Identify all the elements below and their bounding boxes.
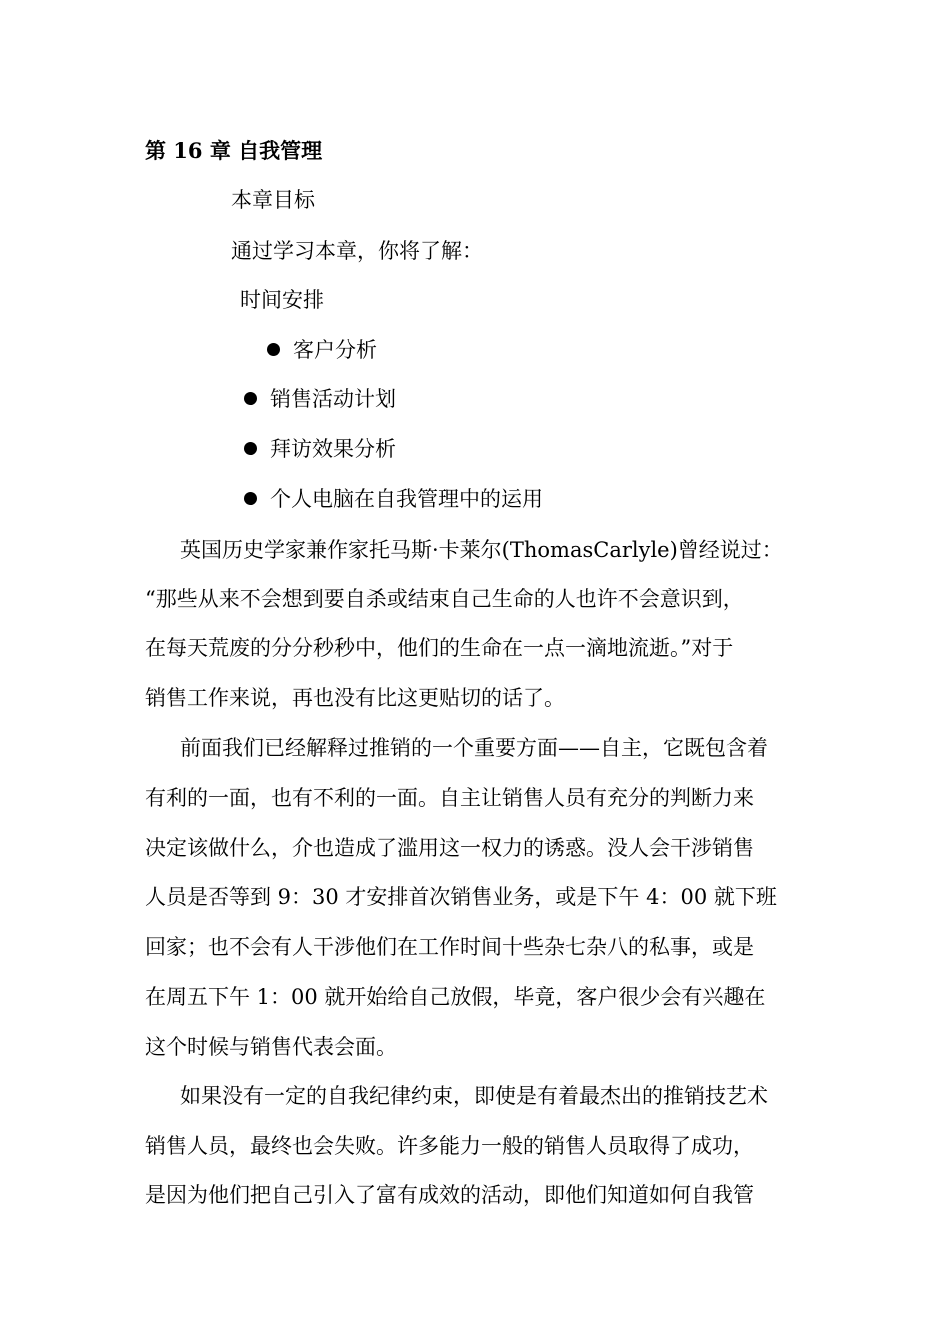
paragraph2-line: 人员是否等到 9：30 才安排首次销售业务，或是下午 4：00 就下班: [145, 885, 777, 909]
bullet-text: 客户分析: [293, 338, 377, 362]
objective-bullet-item: [244, 484, 543, 514]
bullet-dot-icon: [244, 492, 257, 505]
objective-bullet-item: [244, 384, 396, 414]
bullet-dot-icon: [267, 343, 280, 356]
objective-bullet-item: [244, 434, 396, 464]
paragraph2-line: 这个时候与销售代表会面。: [145, 1035, 397, 1059]
paragraph2-line: 回家；也不会有人干涉他们在工作时间十些杂七杂八的私事，或是: [145, 935, 754, 959]
paragraph2-line: 前面我们已经解释过推销的一个重要方面——自主，它既包含着: [180, 736, 768, 760]
paragraph2-line: 在周五下午 1：00 就开始给自己放假，毕竟，客户很少会有兴趣在: [145, 985, 766, 1009]
paragraph2-line: 有利的一面，也有不利的一面。自主让销售人员有充分的判断力来: [145, 786, 754, 810]
paragraph1-line: 在每天荒废的分分秒秒中，他们的生命在一点一滴地流逝。”对于: [145, 636, 734, 660]
bullet-dot-icon: [244, 442, 257, 455]
objectives-intro: 通过学习本章，你将了解：: [231, 239, 483, 263]
bullet-text: 拜访效果分析: [270, 437, 396, 461]
paragraph3-line: 销售人员，最终也会失败。许多能力一般的销售人员取得了成功，: [145, 1134, 754, 1158]
chapter-title: 第 16 章 自我管理: [145, 138, 323, 163]
paragraph3-line: 是因为他们把自己引入了富有成效的活动，即他们知道如何自我管: [145, 1183, 754, 1207]
paragraph2-line: 决定该做什么，介也造成了滥用这一权力的诱惑。没人会干涉销售: [145, 836, 754, 860]
bullet-text: 个人电脑在自我管理中的运用: [270, 487, 543, 511]
paragraph3-line: 如果没有一定的自我纪律约束，即使是有着最杰出的推销技艺术: [180, 1084, 768, 1108]
paragraph1-line: “那些从来不会想到要自杀或结束自己生命的人也许不会意识到，: [145, 587, 744, 611]
paragraph1-line: 销售工作来说，再也没有比这更贴切的话了。: [145, 686, 565, 710]
objective-bullet-item: [267, 335, 377, 365]
objective-plain-item: 时间安排: [240, 288, 324, 312]
paragraph1-line: 英国历史学家兼作家托马斯·卡莱尔(ThomasCarlyle)曾经说过：: [180, 538, 783, 562]
objectives-heading: 本章目标: [231, 188, 315, 212]
bullet-text: 销售活动计划: [270, 387, 396, 411]
bullet-dot-icon: [244, 392, 257, 405]
